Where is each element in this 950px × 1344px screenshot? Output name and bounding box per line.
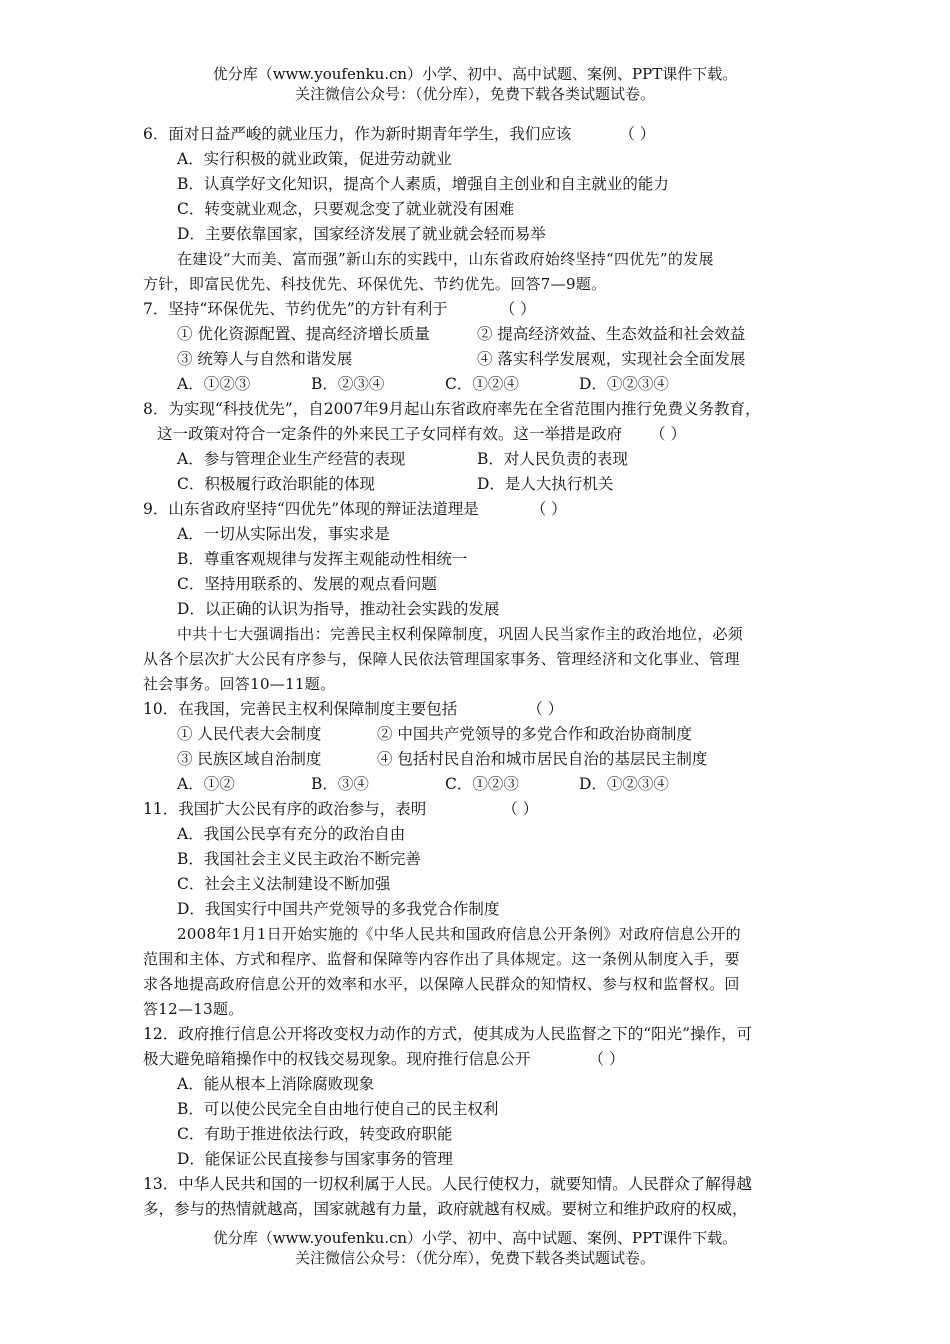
q11-option-c: C．社会主义法制建设不断加强	[177, 875, 391, 893]
question-10-stem: 10．在我国，完善民主权利保障制度主要包括	[143, 700, 458, 718]
question-6	[143, 122, 811, 147]
material-3-line-1: 2008年1月1日开始实施的《中华人民共和国政府信息公开条例》对政府信息公开的	[177, 925, 741, 943]
question-8-stem: 这一政策对符合一定条件的外来民工子女同样有效。这一举措是政府	[157, 425, 623, 443]
q7-option-d: D．①②③④	[579, 375, 669, 393]
header-line-2: 关注微信公众号：（优分库），免费下载各类试题试卷。	[294, 85, 655, 103]
q8-option-b: B．对人民负责的表现	[477, 450, 628, 468]
q6-option-a: A．实行积极的就业政策，促进劳动就业	[177, 150, 452, 168]
q7-option-a: A．①②③	[177, 375, 251, 393]
question-12-line-1: 12．政府推行信息公开将改变权力动作的方式，使其成为人民监督之下的“阳光”操作，可	[143, 1025, 753, 1043]
q10-option-b: B．③④	[311, 775, 369, 793]
q12-option-c: C．有助于推进依法行政，转变政府职能	[177, 1125, 453, 1143]
answer-blank: （ ）	[650, 425, 686, 443]
question-9-stem: 9．山东省政府坚持“四优先”体现的辩证法道理是	[143, 500, 479, 518]
material-1-line-2: 方针，即富民优先、科技优先、环保优先、节约优先。回答7—9题。	[143, 275, 607, 293]
question-13-line-2: 多，参与的热情就越高，国家就越有力量，政府就越有权威。要树立和维护政府的权威，	[143, 1200, 748, 1218]
q12-option-b: B．可以使公民完全自由地行使自己的民主权利	[177, 1100, 499, 1118]
q10-option-d: D．①②③④	[579, 775, 669, 793]
q10-item-3: ③ 民族区域自治制度	[177, 750, 322, 768]
q7-items-row-1	[143, 322, 811, 347]
answer-blank: （ ）	[619, 125, 656, 143]
q10-item-4: ④ 包括村民自治和城市居民自治的基层民主制度	[377, 750, 708, 768]
q10-items-row-1	[143, 722, 811, 747]
question-7-stem: 7．坚持“环保优先、节约优先”的方针有利于	[143, 300, 448, 318]
material-2-line-3: 社会事务。回答10—11题。	[143, 675, 336, 693]
document-body	[143, 122, 811, 1222]
answer-blank: （ ）	[530, 500, 567, 518]
question-6-stem: 6．面对日益严峻的就业压力，作为新时期青年学生，我们应该	[143, 125, 572, 143]
question-9	[143, 497, 811, 522]
question-8-line-1: 8．为实现“科技优先”，自2007年9月起山东省政府率先在全省范围内推行免费义务教育，	[143, 400, 761, 418]
question-8-line-2	[143, 422, 811, 447]
q9-option-b: B．尊重客观规律与发挥主观能动性相统一	[177, 550, 468, 568]
q7-options	[143, 372, 811, 397]
q12-option-a: A．能从根本上消除腐败现象	[177, 1075, 375, 1093]
answer-blank: （ ）	[588, 1050, 625, 1068]
material-3-line-3: 求各地提高政府信息公开的效率和水平，以保障人民群众的知情权、参与权和监督权。回	[143, 975, 740, 993]
material-3-line-2: 范围和主体、方式和程序、监督和保障等内容作出了具体规定。这一条例从制度入手，要	[143, 950, 740, 968]
q7-item-2: ② 提高经济效益、生态效益和社会效益	[477, 325, 746, 343]
question-10	[143, 697, 811, 722]
material-1-line-1: 在建设“大而美、富而强”新山东的实践中，山东省政府始终坚持“四优先”的发展	[177, 250, 714, 268]
answer-blank: （ ）	[502, 800, 539, 818]
q7-items-row-2	[143, 347, 811, 372]
q7-option-c: C．①②④	[445, 375, 519, 393]
answer-blank: （ ）	[499, 300, 536, 318]
q8-options-row-2	[143, 472, 811, 497]
q8-option-a: A．参与管理企业生产经营的表现	[177, 450, 406, 468]
question-11	[143, 797, 811, 822]
q7-option-b: B．②③④	[311, 375, 385, 393]
q11-option-b: B．我国社会主义民主政治不断完善	[177, 850, 421, 868]
question-12-stem: 极大避免暗箱操作中的权钱交易现象。现府推行信息公开	[143, 1050, 531, 1068]
q10-item-1: ① 人民代表大会制度	[177, 725, 322, 743]
footer-line-2: 关注微信公众号：（优分库），免费下载各类试题试卷。	[294, 1249, 655, 1267]
question-12-line-2	[143, 1047, 811, 1072]
q9-option-d: D．以正确的认识为指导，推动社会实践的发展	[177, 600, 500, 618]
q10-options	[143, 772, 811, 797]
material-3-line-4: 答12—13题。	[143, 1000, 244, 1018]
q10-option-a: A．①②	[177, 775, 235, 793]
q8-option-c: C．积极履行政治职能的体现	[177, 475, 375, 493]
q7-item-4: ④ 落实科学发展观，实现社会全面发展	[477, 350, 746, 368]
q10-item-2: ② 中国共产党领导的多党合作和政治协商制度	[377, 725, 692, 743]
header-line-1: 优分库（www.youfenku.cn）小学、初中、高中试题、案例、PPT课件下载。	[212, 65, 738, 83]
q7-item-1: ① 优化资源配置、提高经济增长质量	[177, 325, 430, 343]
q11-option-a: A．我国公民享有充分的政治自由	[177, 825, 406, 843]
answer-blank: （ ）	[527, 700, 564, 718]
q11-option-d: D．我国实行中国共产党领导的多我党合作制度	[177, 900, 500, 918]
q6-option-c: C．转变就业观念，只要观念变了就业就没有困难	[177, 200, 515, 218]
q6-option-b: B．认真学好文化知识，提高个人素质，增强自主创业和自主就业的能力	[177, 175, 669, 193]
q7-item-3: ③ 统筹人与自然和谐发展	[177, 350, 353, 368]
q8-options-row-1	[143, 447, 811, 472]
question-13-line-1: 13．中华人民共和国的一切权利属于人民。人民行使权力，就要知情。人民群众了解得越	[143, 1175, 752, 1193]
material-2-line-2: 从各个层次扩大公民有序参与，保障人民依法管理国家事务、管理经济和文化事业、管理	[143, 650, 740, 668]
q9-option-a: A．一切从实际出发，事实求是	[177, 525, 390, 543]
q6-option-d: D．主要依靠国家，国家经济发展了就业就会轻而易举	[177, 225, 546, 243]
footer-line-1: 优分库（www.youfenku.cn）小学、初中、高中试题、案例、PPT课件下载。	[212, 1229, 738, 1247]
q12-option-d: D．能保证公民直接参与国家事务的管理	[177, 1150, 453, 1168]
q10-items-row-2	[143, 747, 811, 772]
q10-option-c: C．①②③	[445, 775, 519, 793]
material-2-line-1: 中共十七大强调指出：完善民主权利保障制度，巩固人民当家作主的政治地位，必须	[177, 625, 744, 643]
q9-option-c: C．坚持用联系的、发展的观点看问题	[177, 575, 437, 593]
q8-option-d: D．是人大执行机关	[477, 475, 614, 493]
question-7	[143, 297, 811, 322]
question-11-stem: 11．我国扩大公民有序的政治参与，表明	[143, 800, 427, 818]
